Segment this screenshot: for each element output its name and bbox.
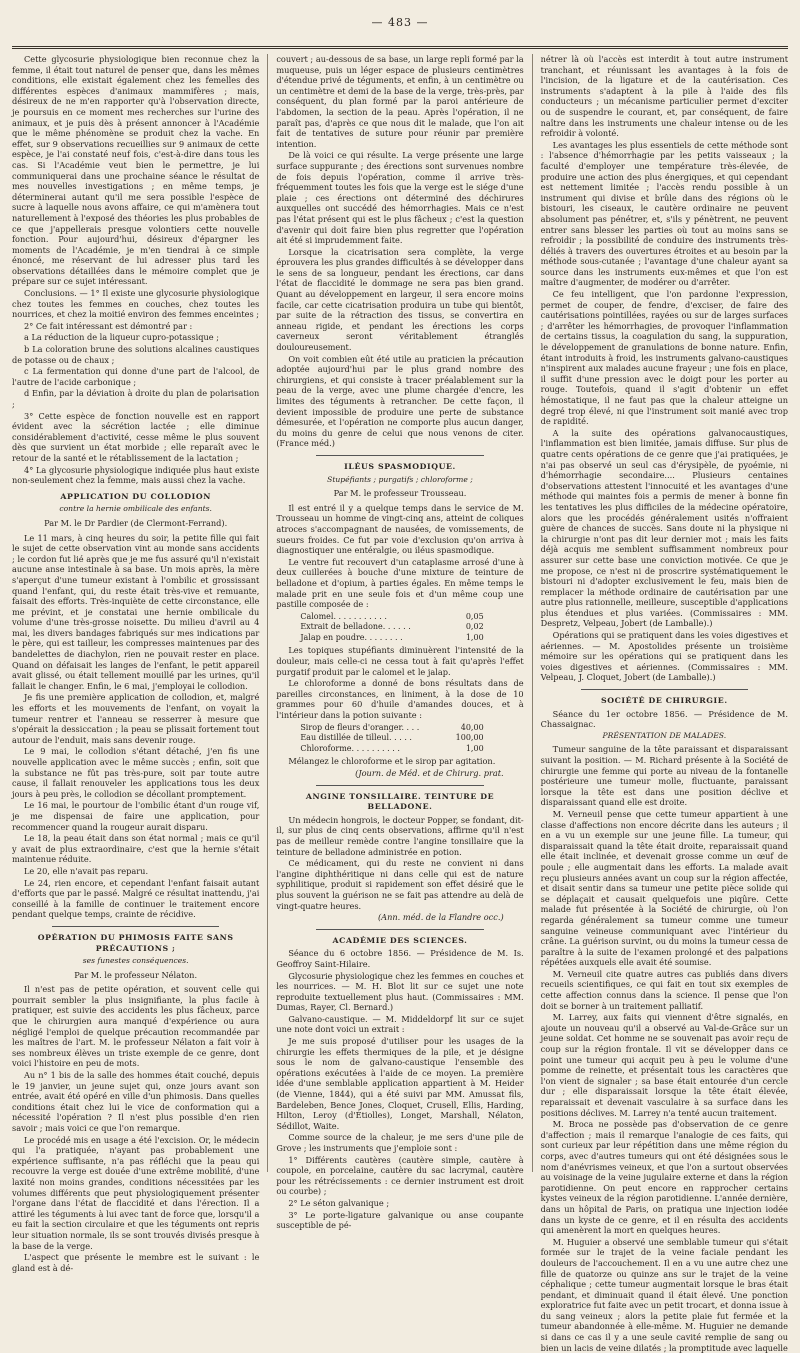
- paragraph: Le 11 mars, à cinq heures du soir, la petite fille qui fait le sujet de cette observation vint au monde sans accidents ; le cordon fut lié après que je me fus assuré qu'il n'existait aucune anse intestinale à sa base. Un mois après, la mère s'aperçut d'une tumeur existant à l'ombilic et grossissant quand l'enfant, qui, du reste était très-vive et remuante, faisait des efforts. Très-inquiète de cette circonstance, elle me prévint, et je constatai une hernie ombilicale du volume d'une très-grosse noisette. Du milieu d'avril au 4 mai, les divers bandages fabriqués sur mes indications par le père, qui est tailleur, les compresses maintenues par des bandelettes de diachylon, rien ne pouvait rester en place. Quand on défaisait les langes de l'enfant, le petit appareil avait glissé, ou était tellement mouillé par les urines, qu'il fallait le changer. Enfin, le 6 mai, j'employai le collodion.: [12, 532, 260, 691]
- paragraph: nétrer là où l'accès est interdit à tout autre instrument tranchant, et réunissant les avantages à la fois de l'incision, de la ligature et de la cautérisation. Ces instruments s'adaptent à la pile à l'aide des fils conducteurs ; un mécanisme particulier permet d'exciter ou de suspendre le courant, et, par conséquent, de faire naître dans les instruments une chaleur intense ou de les refroidir à volonté.: [540, 54, 788, 139]
- paragraph: Le procédé mis en usage a été l'excision. Or, le médecin qui l'a pratiquée, n'ayant pas probablement une expérience suffisante, n'a pas réfléchi que la peau qui recouvre la verge est douée d'une extrême mobilité, d'une laxité non moins grandes, conditions nécessitées par les volumes différents que peut physiologiquement présenter l'organe dans l'état de flaccidité et dans l'érection. Il a attiré les téguments à lui avec tant de force que, lorsqu'il a eu fait la section circulaire et que les téguments ont repris leur situation normale, ils se sont trouvés divisés presque à la base de la verge.: [12, 1134, 260, 1251]
- paragraph: Le 16 mai, le pourtour de l'ombilic étant d'un rouge vif, je me dispensai de faire une application, pour recommencer quand la rougeur aurait disparu.: [12, 800, 260, 832]
- paragraph: Tumeur sanguine de la tête paraissant et disparaissant suivant la position. — M. Richard présente à la Société de chirurgie une femme qui porte au niveau de la fontanelle postérieure une tumeur molle, fluctuante, paraissant lorsque la tête est dans une position déclive et disparaissant quand elle est droite.: [540, 744, 788, 808]
- section-title: OPÉRATION DU PHIMOSIS FAITE SANS PRÉCAUTIONS ;: [37, 932, 234, 953]
- paragraph: 2° Le séton galvanique ;: [288, 1197, 390, 1208]
- paragraph: Opérations qui se pratiquent dans les voies digestives et aériennes. — M. Apostolides présente un troisième mémoire sur les opérations qui se pratiquent dans les voies digestives et aériennes. (Commissaires : MM. Velpeau, J. Cloquet, Jobert (de Lamballe).): [540, 630, 788, 683]
- paragraph: Le 9 mai, le collodion s'étant détaché, j'en fis une nouvelle application avec le même succès ; enfin, soit que la substance ne fût pas très-pure, soit par toute autre cause, il fallait renouveler les applications tous les deux jours à peu près, le collodion se décollant promptement.: [12, 746, 260, 799]
- paragraph: Le 24, rien encore, et cependant l'enfant faisait autant d'efforts que par le passé. Malgré ce résultat inattendu, j'ai conseillé à la famille de continuer le traitement encore pendant quelque temps, crainte de récidive.: [12, 877, 260, 920]
- section-subtitle: Stupéfiants ; purgatifs ; chloroforme ;: [327, 474, 473, 484]
- page-number: — 483 —: [371, 16, 429, 29]
- column-3: [540, 54, 788, 1353]
- section-title: APPLICATION DU COLLODION: [60, 491, 211, 501]
- paragraph: On voit combien eût été utile au praticien la précaution adoptée aujourd'hui par le plus grand nombre des chirurgiens, et qui consiste à tracer préalablement sur la peau de la verge, avec une plume chargée d'encre, les limites des téguments à retrancher. De cette façon, il devient impossible de produire une perte de substance démesurée, et l'opération ne comporte plus aucun danger, du moins du genre de celui que nous venons de citer. (France méd.): [276, 353, 524, 449]
- paragraph: Les topiques stupéfiants diminuèrent l'intensité de la douleur, mais celle-ci ne cessa tout à fait qu'après l'effet purgatif produit par le calomel et le jalap.: [276, 645, 524, 677]
- paragraph: Galvano-caustique. — M. Middeldorpf lit sur ce sujet une note dont voici un extrait :: [276, 1013, 524, 1035]
- section-divider: [316, 929, 483, 930]
- paragraph: A la suite des opérations galvanocaustiques, l'inflammation est bien limitée, jamais diffuse. Sur plus de quatre cents opérations de ce genre que j'ai pratiquées, je n'ai pas observé un seul cas d'érysipèle, de pyoémie, ni d'hémorrhagie secondaire.... Plusieurs centaines d'observations attestent l'innocuité et les avantages d'une méthode qui maintes fois a permis de mener à bonne fin les tentatives les plus difficiles de la médecine opératoire, alors que les procédés généralement usités n'offraient guère de chances de succès. Sans doute ni la physique ni la chirurgie n'ont pas dit leur dernier mot ; mais les faits déjà acquis me semblent suffisamment nombreux pour assurer sur cette base une conviction motivée. Ce que je me propose, ce n'est ni de proscrire systématiquement le bistouri ni d'adopter exclusivement le feu, mais bien de remplacer la méthode ordinaire de cautérisation par une autre plus rationnelle, meilleure, susceptible d'applications plus étendues et plus variées. (Commissaires : MM. Despretz, Velpeau, Jobert (de Lamballe).): [540, 427, 788, 629]
- paragraph: Le chloroforme a donné de bons résultats dans de pareilles circonstances, en liniment, à la dose de 10 grammes pour 60 d'huile d'amandes douces, et à l'intérieur dans la potion suivante :: [276, 678, 524, 721]
- ingredient-label: Jalap en poudre. . . . . . . .: [300, 632, 403, 642]
- columns: [12, 54, 788, 1353]
- paragraph: Les avantages les plus essentiels de cette méthode sont : l'absence d'hémorrhagie par les petits vaisseaux ; la faculté d'employer une température très-élevée, de produire une action des plus énergiques, et qui cependant est nettement limitée ; l'accès rendu possible à un instrument qui divise et brûle dans des régions où le bistouri, les ciseaux, le cautère ordinaire ne peuvent absolument pas pénétrer, et, s'ils y pénètrent, ne peuvent entrer sans blesser les parties où tout au moins sans se refroidir ; la possibilité de conduire des instruments très-déliés à travers des ouvertures étroites et au besoin par la méthode sous-cutanée ; l'avantage d'une chaleur ayant sa source dans les instruments eux-mêmes et que l'on est maître d'augmenter, de modérer ou d'arrêter.: [540, 139, 788, 288]
- paragraph: M. Verneuil pense que cette tumeur appartient à une classe d'affections non encore décrite dans les auteurs ; il en a vu un exemple sur une jeune fille. La tumeur, qui disparaissait quand la tête était droite, reparaissait quand elle était inclinée, et devenait grosse comme un œuf de poule ; elle augmentait dans les efforts. La malade avait reçu plusieurs années avant un coup sur la région affectée, et disait sentir dans sa tumeur une petite pièce solide qui se déplaçait et causait quelquefois une piqûre. Cette malade fut présentée à la Société de chirurgie, où l'on regarda généralement sa tumeur comme une tumeur sanguine veineuse communiquant avec l'intérieur du crâne. La guérison survint, ou du moins la tumeur cessa de paraître à la suite de l'examen prolongé et des palpations répétées auxquels elle avait été soumise.: [540, 808, 788, 968]
- section-subtitle: contre la hernie ombilicale des enfants.: [59, 504, 212, 514]
- prescription-row: [300, 633, 523, 644]
- paragraph: Un médecin hongrois, le docteur Popper, se fondant, dit-il, sur plus de cinq cents observations, affirme qu'il n'est pas de meilleur remède contre l'angine tonsillaire que la teinture de belladone administrée en potion.: [276, 814, 524, 857]
- section-author: Par M. le Dr Pardier (de Clermont-Ferrand).: [44, 517, 228, 528]
- ingredient-dose: 0,05: [465, 611, 484, 621]
- section-title: SOCIÉTÉ DE CHIRURGIE.: [601, 696, 728, 706]
- paragraph: Cette glycosurie physiologique bien reconnue chez la femme, il était tout naturel de penser que, dans les mêmes conditions, elle existait également chez les femelles des différentes espèces d'animaux mammifères ; mais, désireux de ne m'en rapporter qu'à l'observation directe, je poursuis en ce moment mes recherches sur l'urine des animaux, et je puis dès à présent annoncer à l'Académie que le même phénomène se produit chez la vache. En effet, sur 9 observations recueillies sur 9 animaux de cette espèce, je l'ai constaté neuf fois, c'est-à-dire dans tous les cas. Si l'Académie veut bien le permettre, je lui communiquerai dans une prochaine séance le résultat de mes nouvelles investigations ; en même temps, je déterminerai autant qu'il me sera possible l'espèce de sucre à laquelle nous avons affaire, ce qui m'amènera tout naturellement à l'exposé des théories les plus probables de ce que j'appellerais presque volontiers cette nouvelle fonction. Pour aujourd'hui, désireux d'épargner les moments de l'Académie, je m'en tiendrai à ce simple énoncé, me réservant de lui adresser plus tard les observations détaillées dans le mémoire complet que je prépare sur ce sujet intéressant.: [12, 54, 260, 287]
- paragraph: M. Verneuil cite quatre autres cas publiés dans divers recueils scientifiques, ce qui fait en tout six exemples de cette affection connus dans la science. Il pense que l'on doit se borner à un traitement palliatif.: [540, 968, 788, 1011]
- ingredient-label: Calomel. . . . . . . . . . .: [300, 611, 387, 621]
- prescription-row: [300, 733, 523, 744]
- paragraph: M. Larrey, aux faits qui viennent d'être signalés, en ajoute un nouveau qu'il a observé au Val-de-Grâce sur un jeune soldat. Cet homme ne se souvenait pas avoir reçu de coup sur la région frontale. Il vit se développer dans ce point une tumeur qui acquit peu à peu le volume d'une pomme de reinette, et présentait tous les caractères que l'on vient de signaler ; sa base était entourée d'un cercle dur ; elle disparaissait lorsque la tête était élevée, reparaissait et devenait vasculaire à sa surface dans les positions déclives. M. Larrey n'a tenté aucun traitement.: [540, 1012, 788, 1118]
- paragraph: Lorsque la cicatrisation sera complète, la verge éprouvera les plus grandes difficultés à se développer dans le sens de sa longueur, pendant les érections, car dans l'état de flaccidité le dommage ne sera pas bien grand. Quant au développement en largeur, il sera encore moins facile, car cette cicatrisation produira un tube qui bientôt, par suite de la rétraction des tissus, se convertira en anneau rigide, et pendant les érections les corps caverneux seront véritablement étranglés douloureusement.: [276, 246, 524, 353]
- column-2: [276, 54, 524, 1231]
- paragraph: De là voici ce qui résulte. La verge présente une large surface suppurante ; des érections sont survenues nombre de fois depuis l'opération, comme il arrive très-fréquemment toutes les fois que la verge est le siége d'une plaie ; ces érections ont déterminé des déchirures auxquelles ont succédé des hémorrhagies. Mais ce n'est pas l'état présent qui est le plus fâcheux ; c'est la question d'avenir qui doit faire bien plus regretter que l'opération ait été si imprudemment faite.: [276, 150, 524, 246]
- section-author: Par M. le professeur Trousseau.: [333, 488, 467, 499]
- ingredient-label: Extrait de belladone. . . . . .: [300, 622, 411, 632]
- prescription-row: [300, 622, 523, 633]
- paragraph: a La réduction de la liqueur cupro-potassique ;: [24, 332, 219, 343]
- paragraph: Ce médicament, qui du reste ne convient ni dans l'angine diphthéritique ni dans celle qui est de nature syphilitique, produit si rapidement son effet désiré que le plus souvent la guérison ne se fait pas attendre au delà de vingt-quatre heures.: [276, 858, 524, 911]
- section-divider: [316, 455, 483, 456]
- ingredient-label: Eau distillée de tilleul. . . . .: [300, 733, 412, 743]
- section-title: ILÉUS SPASMODIQUE.: [344, 461, 456, 471]
- ingredient-dose: 1,00: [465, 632, 484, 642]
- prescription-table: [300, 612, 523, 644]
- paragraph: 2° Ce fait intéressant est démontré par :: [24, 320, 193, 331]
- paragraph: c La fermentation qui donne d'une part de l'alcool, de l'autre de l'acide carbonique ;: [12, 366, 260, 387]
- paragraph: Mélangez le chloroforme et le sirop par agitation.: [288, 756, 496, 767]
- paragraph: 4° La glycosurie physiologique indiquée plus haut existe non-seulement chez la femme, mais aussi chez la vache.: [12, 464, 260, 486]
- paragraph: Ce feu intelligent, que l'on pardonne l'expression, permet de couper, de fendre, d'exciser, de faire des cautérisations pointillées, rayées ou sur de larges surfaces ; d'arrêter les hémorrhagies, de provoquer l'inflammation de certains tissus, la coagulation du sang, la suppuration, le développement de granulations de bonne nature. Enfin, étant introduits à froid, les instruments galvano-caustiques n'inspirent aux malades aucune frayeur ; une fois en place, il suffit d'une pression avec le doigt pour les porter au rouge. Toutefois, quand il s'agit d'obtenir un effet hémostatique, il ne faut pas que la chaleur atteigne un degré trop élevé, ni que l'instrument soit manié avec trop de rapidité.: [540, 289, 788, 427]
- ingredient-dose: 1,00: [465, 743, 484, 753]
- column-divider: [532, 54, 533, 1172]
- section-divider: [52, 926, 219, 927]
- paragraph: Je me suis proposé d'utiliser pour les usages de la chirurgie les effets thermiques de la pile, et je désigne sous le nom de galvano-caustique l'ensemble des opérations exécutées à l'aide de ce moyen. La première idée d'une semblable application appartient à M. Heider (de Vienne, 1844), qui a été suivi par MM. Amussat fils, Bardeleben, Bence Jones, Cloquet, Crusell, Ellis, Harding, Hilton, Leroy (d'Étiolles), Longet, Marshall, Nélaton, Sédillot, Waite.: [276, 1036, 524, 1131]
- paragraph: Séance du 6 octobre 1856. — Présidence de M. Is. Geoffroy Saint-Hilaire.: [276, 948, 524, 969]
- ingredient-label: Sirop de fleurs d'oranger. . . .: [300, 722, 420, 732]
- paragraph: Je fis une première application de collodion, et, malgré les efforts et les mouvements de l'enfant, on voyait la tumeur rentrer et l'anneau se resserrer à mesure que s'opérait la dessiccation ; la peau se plissait fortement tout autour de l'enduit, mais sans devenir rouge.: [12, 692, 260, 745]
- paragraph: 3° Cette espèce de fonction nouvelle est en rapport évident avec la sécrétion lactée ; elle diminue considérablement d'activité, cesse même le plus souvent dès que survient un état morbide ; elle reparaît avec le retour de la santé et le rétablissement de la lactation ;: [12, 410, 260, 463]
- column-divider: [267, 54, 268, 1172]
- section-divider: [581, 689, 748, 690]
- ingredient-dose: 0,02: [465, 622, 484, 632]
- paragraph: 3° Le porte-ligature galvanique ou anse coupante susceptible de pé-: [276, 1209, 524, 1231]
- paragraph: Glycosurie physiologique chez les femmes en couches et les nourrices. — M. H. Blot lit sur ce sujet une note reproduite textuellement plus haut. (Commissaires : MM. Dumas, Rayer, Cl. Bernard.): [276, 970, 524, 1013]
- source-citation: (Journ. de Méd. et de Chirurg. prat.: [355, 768, 504, 778]
- paragraph: M. Huguier a observé une semblable tumeur qui s'était formée sur le trajet de la veine faciale pendant les douleurs de l'accouchement. Il en a vu une autre chez une fille de quatorze ou quinze ans sur le trajet de la veine céphalique ; cette tumeur augmentait lorsque le bras était pendant, et diminuait quand il était élevé. Une ponction exploratrice fut faite avec un petit trocart, et donna issue à du sang veineux ; alors la petite plaie fut fermée et la tumeur abandonnée à elle-même. M. Huguier ne demande si dans ce cas il y a une seule cavité remplie de sang ou bien un lacis de veine dilatés ; la promptitude avec laquelle: [540, 1236, 788, 1353]
- paragraph: couvert ; au-dessous de sa base, un large repli formé par la muqueuse, puis un léger espace de plusieurs centimètres d'étendue privé de téguments, et enfin, à un centimètre ou un centimètre et demi de la base de la verge, très-près, par conséquent, du plan formé par la paroi antérieure de l'abdomen, la section de la peau. Après l'opération, il ne paraît pas, d'après ce que nous dit le malade, que l'on ait fait de tentatives de suture pour réunir par première intention.: [276, 54, 524, 149]
- section-title: ANGINE TONSILLAIRE. TEINTURE DE BELLADONE.: [305, 791, 495, 812]
- paragraph: Il n'est pas de petite opération, et souvent celle qui pourrait sembler la plus insignifiante, la plus facile à pratiquer, est suivie des accidents les plus fâcheux, parce que le chirurgien aura manqué d'expérience ou aura négligé l'emploi de quelque précaution recommandée par les maîtres de l'art. M. le professeur Nélaton a fait voir à ses nombreux élèves un triste exemple de ce genre, dont voici l'histoire en peu de mots.: [12, 984, 260, 1069]
- paragraph: Il est entré il y a quelque temps dans le service de M. Trousseau un homme de vingt-cinq ans, atteint de coliques atroces s'accompagnant de nausées, de vomissements, de sueurs froides. Ce fut par voie d'exclusion qu'on arriva à diagnostiquer une entéralgie, ou iléus spasmodique.: [276, 502, 524, 556]
- paragraph: L'aspect que présente le membre est le suivant : le gland est à dé-: [12, 1252, 260, 1273]
- paragraph: Conclusions. — 1° Il existe une glycosurie physiologique chez toutes les femmes en couches, chez toutes les nourrices, et chez la moitié environ des femmes enceintes ;: [12, 288, 260, 320]
- section-divider: [316, 785, 483, 786]
- ingredient-dose: 40,00: [460, 722, 484, 732]
- section-subtitle: ses funestes conséquences.: [82, 956, 189, 966]
- paragraph: Le 20, elle n'avait pas reparu.: [24, 865, 149, 876]
- paragraph: M. Broca ne possède pas d'observation de ce genre d'affection ; mais il remarque l'analogie de ces faits, qui sont curieux par leur répétition dans une même région du corps, avec d'autres tumeurs qui ont été désignées sous le nom d'anévrismes veineux, et que l'on a surtout observées au voisinage de la veine jugulaire externe et dans la région parotidienne. On peut encore en rapprocher certains kystes veineux de la région parotidienne. L'année dernière, dans un hôpital de Paris, on pratiqua une injection iodée dans un kyste de ce genre, et il en résulta des accidents qui amenèrent la mort en quelques heures.: [540, 1119, 788, 1236]
- prescription-row: [300, 723, 523, 734]
- paragraph: Le 18, la peau était dans son état normal ; mais ce qu'il y avait de plus extraordinaire, c'est que la hernie s'était maintenue réduite.: [12, 833, 260, 865]
- ingredient-dose: 100,00: [455, 733, 484, 743]
- paragraph: Le ventre fut recouvert d'un cataplasme arrosé d'une à deux cuillerées à bouche d'une mixture de teinture de belladone et d'opium, à parties égales. En même temps le malade prit en une seule fois et d'un même coup une pastille composée de :: [276, 556, 524, 610]
- paragraph: 1° Différents cautères (cautère simple, cautère à coupole, en porcelaine, cautère du sac lacrymal, cautère pour les rétrécissements : ce dernier instrument est droit ou courbe) ;: [276, 1154, 524, 1197]
- header-rule: [12, 46, 788, 49]
- section-author: Par M. le professeur Nélaton.: [74, 969, 198, 980]
- paragraph: b La coloration brune des solutions alcalines caustiques de potasse ou de chaux ;: [12, 344, 260, 365]
- prescription-row: [300, 744, 523, 755]
- paragraph: Comme source de la chaleur, je me sers d'une pile de Grove ; les instruments que j'emploie sont :: [276, 1132, 524, 1153]
- section-title: ACADÉMIE DES SCIENCES.: [332, 935, 468, 945]
- source-citation: (Ann. méd. de la Flandre occ.): [377, 912, 504, 923]
- prescription-row: [300, 612, 523, 623]
- paragraph: d Enfin, par la déviation à droite du plan de polarisation ;: [12, 388, 260, 409]
- ingredient-label: Chloroforme. . . . . . . . . .: [300, 743, 400, 753]
- paragraph: Au n° 1 bis de la salle des hommes était couché, depuis le 19 janvier, un jeune sujet qui, onze jours avant son entrée, avait été opéré en ville d'un phimosis. Dans quelles conditions était chez lui le vice de conformation qui a nécessité l'opération ? Il n'est plus possible d'en rien savoir ; mais voici ce que l'on remarque.: [12, 1070, 260, 1133]
- section-subtitle: PRÉSENTATION DE MALADES.: [602, 730, 727, 740]
- column-1: [12, 54, 260, 1273]
- prescription-table: [300, 723, 523, 755]
- paragraph: Séance du 1er octobre 1856. — Présidence de M. Chassaignac.: [540, 708, 788, 730]
